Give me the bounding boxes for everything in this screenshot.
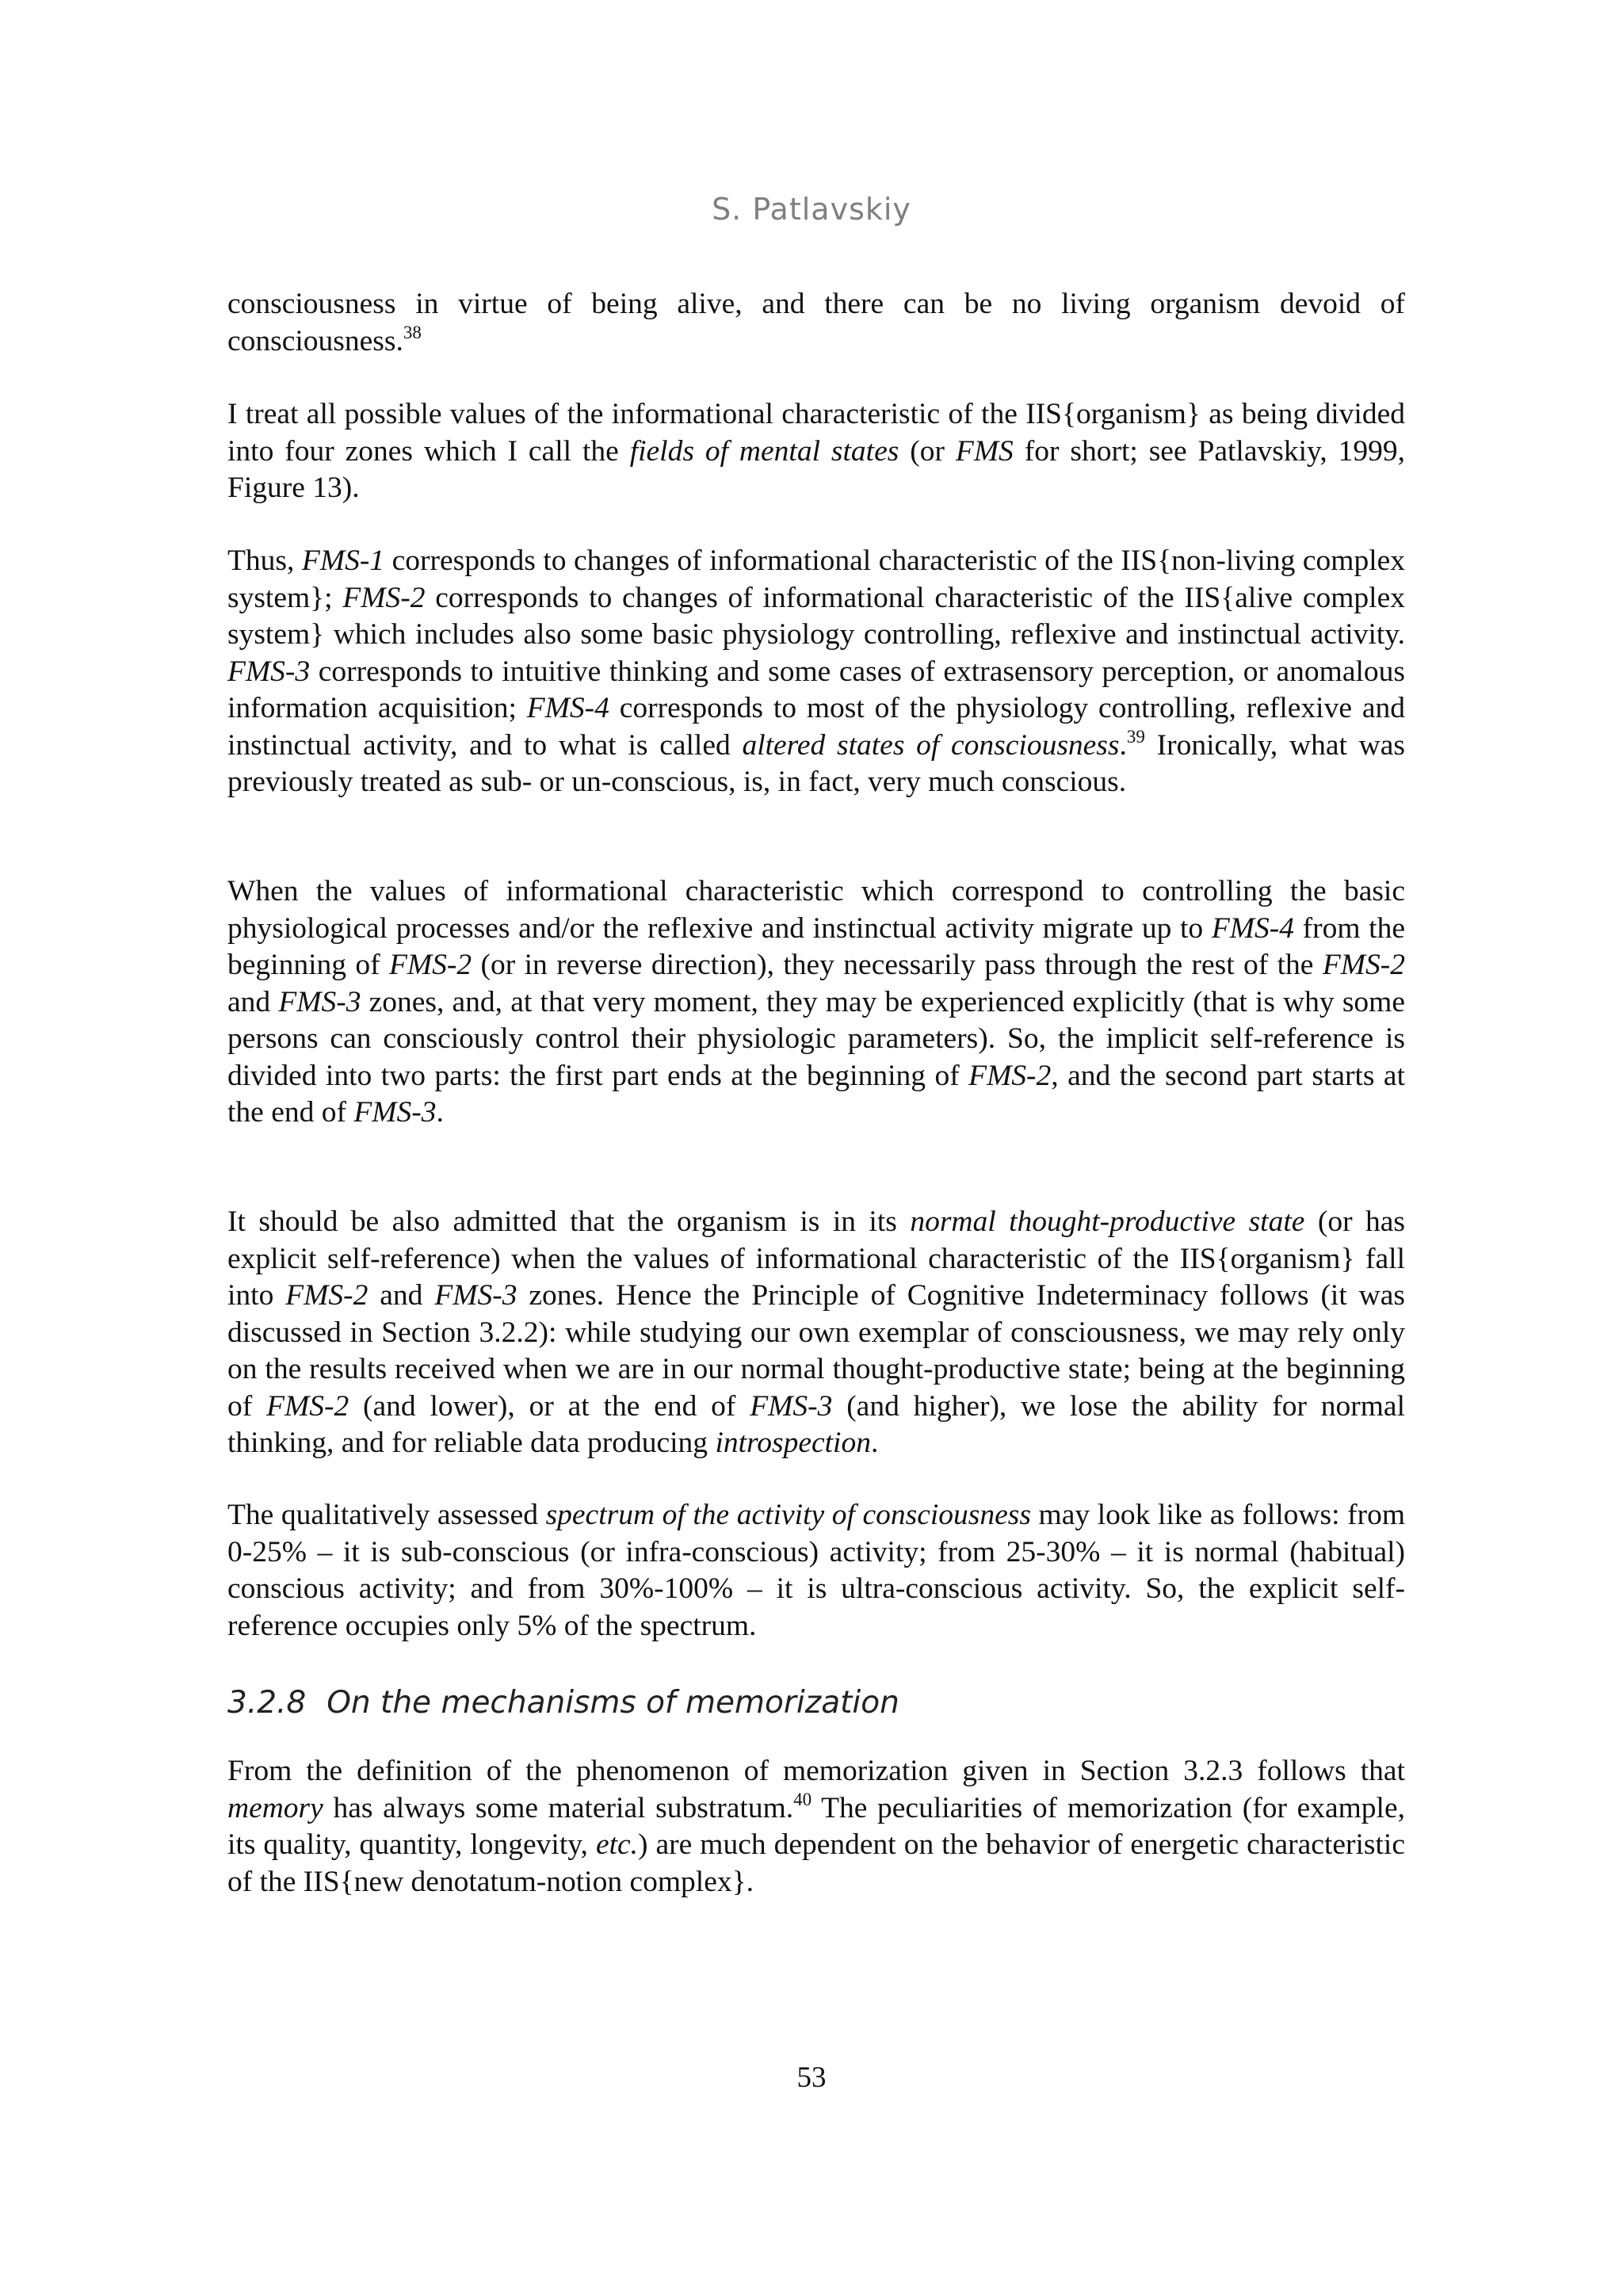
emphasis: FMS-2 bbox=[968, 1059, 1052, 1092]
text-run: zones, and, at that very moment, they may be experienced explicitly (that is why some persons can consciously control their physiologic parameters). So, the implicit self-reference is divided into two parts: the first part ends at the beginning of bbox=[227, 985, 1405, 1092]
text-run: and bbox=[227, 985, 279, 1018]
paragraph-migration bbox=[227, 873, 1405, 1132]
text-run: , and the second part starts at the end of bbox=[227, 1059, 1405, 1129]
section-heading bbox=[227, 1685, 1405, 1721]
footnote-ref-40: 40 bbox=[793, 1789, 812, 1809]
text-run: From the definition of the phenomenon of memorization given in Section 3.2.3 follows that bbox=[227, 1755, 1405, 1787]
section-title: On the mechanisms of memorization bbox=[327, 1685, 899, 1721]
emphasis: memory bbox=[227, 1791, 323, 1824]
text-run: may look like as follows: from 0-25% – it is sub-conscious (or infra-conscious) activity; from 25-30% – it is normal (habitual) conscious activity; and from 30%-100% – it is ultra-conscious activity. So, the explicit self-reference occupies only 5% of the spectrum. bbox=[227, 1499, 1405, 1642]
emphasis: FMS-2 bbox=[266, 1389, 349, 1423]
emphasis: FMS-4 bbox=[1211, 911, 1294, 945]
text-run: consciousness in virtue of being alive, and there can be no living organism devoid of consciousness. bbox=[227, 288, 1405, 357]
emphasis: FMS bbox=[955, 434, 1014, 468]
emphasis: etc. bbox=[595, 1828, 639, 1861]
paragraph-consciousness-alive bbox=[227, 286, 1405, 360]
emphasis: FMS-3 bbox=[278, 985, 361, 1018]
text-run: I treat all possible values of the informational characteristic of the IIS{organism} as being divided into four zones which I call the bbox=[227, 398, 1405, 468]
emphasis: FMS-2 bbox=[1322, 949, 1405, 981]
text-run: ) are much dependent on the behavior of energetic characteristic of the IIS{new denotatum-notion complex}. bbox=[227, 1828, 1405, 1898]
emphasis: FMS-3 bbox=[353, 1096, 437, 1129]
text-run: zones. Hence the Principle of Cognitive Indeterminacy follows (it was discussed in Section 3.2.2): while studying our own exemplar of consciousness, we may rely only on the results received when we are in our normal thought-productive state; being at the beginning of bbox=[227, 1279, 1405, 1423]
emphasis: FMS-3 bbox=[434, 1279, 517, 1312]
text-run: When the values of informational characteristic which correspond to controlling the basic physiological processes and/or the reflexive and instinctual activity migrate up to bbox=[227, 875, 1405, 945]
text-run: (or bbox=[899, 434, 956, 468]
emphasis: introspection bbox=[715, 1427, 871, 1459]
text-run: Ironically, what was previously treated as sub- or un-conscious, is, in fact, very much conscious. bbox=[227, 728, 1405, 798]
text-run: (and lower), or at the end of bbox=[349, 1389, 750, 1423]
text-run: and bbox=[368, 1279, 435, 1312]
running-head: S. Patlavskiy bbox=[712, 192, 911, 227]
text-run: . bbox=[1119, 728, 1127, 762]
emphasis: FMS-4 bbox=[526, 692, 609, 724]
paragraph-fms-zones bbox=[227, 543, 1405, 801]
paragraph-spectrum bbox=[227, 1497, 1405, 1645]
footnote-ref-38: 38 bbox=[403, 322, 422, 342]
text-run: corresponds to changes of informational characteristic of the IIS{alive complex system} which includes also some basic physiology controlling, reflexive and instinctual activity. bbox=[227, 581, 1405, 651]
text-run: corresponds to most of the physiology controlling, reflexive and instinctual activity, and to what is called bbox=[227, 692, 1405, 762]
emphasis: FMS-2 bbox=[389, 949, 472, 981]
paragraph-memorization bbox=[227, 1753, 1405, 1901]
text-run: corresponds to changes of informational characteristic of the IIS{non-living complex system}; bbox=[227, 544, 1406, 614]
text-run: (or has explicit self-reference) when the values of informational characteristic of the IIS{organism} fall into bbox=[227, 1205, 1405, 1312]
text-run: The peculiarities of memorization (for example, its quality, quantity, longevity, bbox=[227, 1791, 1405, 1861]
emphasis: FMS-2 bbox=[342, 581, 426, 614]
emphasis: FMS-3 bbox=[227, 655, 311, 688]
text-run: . bbox=[870, 1427, 879, 1459]
text-run: has always some material substratum. bbox=[323, 1791, 794, 1824]
text-run: It should be also admitted that the organism is in its bbox=[227, 1205, 911, 1238]
text-run: from the beginning of bbox=[227, 911, 1405, 981]
emphasis: altered states of consciousness bbox=[742, 728, 1120, 762]
text-run: The qualitatively assessed bbox=[227, 1499, 546, 1531]
emphasis: spectrum of the activity of consciousness bbox=[545, 1499, 1031, 1531]
text-run: corresponds to intuitive thinking and some cases of extrasensory perception, or anomalous information acquisition; bbox=[227, 655, 1405, 724]
footnote-ref-39: 39 bbox=[1126, 726, 1145, 747]
text-run: for short; see Patlavskiy, 1999, Figure 13). bbox=[227, 434, 1405, 504]
emphasis: normal thought-productive state bbox=[910, 1205, 1305, 1238]
paragraph-fields-of-mental-states bbox=[227, 396, 1405, 507]
text-run: (or in reverse direction), they necessarily pass through the rest of the bbox=[472, 949, 1323, 981]
paragraph-normal-state bbox=[227, 1204, 1405, 1462]
text-run: (and higher), we lose the ability for normal thinking, and for reliable data producing bbox=[227, 1389, 1405, 1459]
emphasis: FMS-1 bbox=[301, 544, 385, 577]
text-run: . bbox=[436, 1096, 444, 1129]
page-number: 53 bbox=[796, 2061, 827, 2094]
text-run: Thus, bbox=[227, 544, 302, 577]
section-number: 3.2.8 bbox=[227, 1685, 307, 1721]
emphasis: fields of mental states bbox=[629, 434, 899, 468]
emphasis: FMS-3 bbox=[750, 1389, 833, 1423]
emphasis: FMS-2 bbox=[285, 1279, 369, 1312]
